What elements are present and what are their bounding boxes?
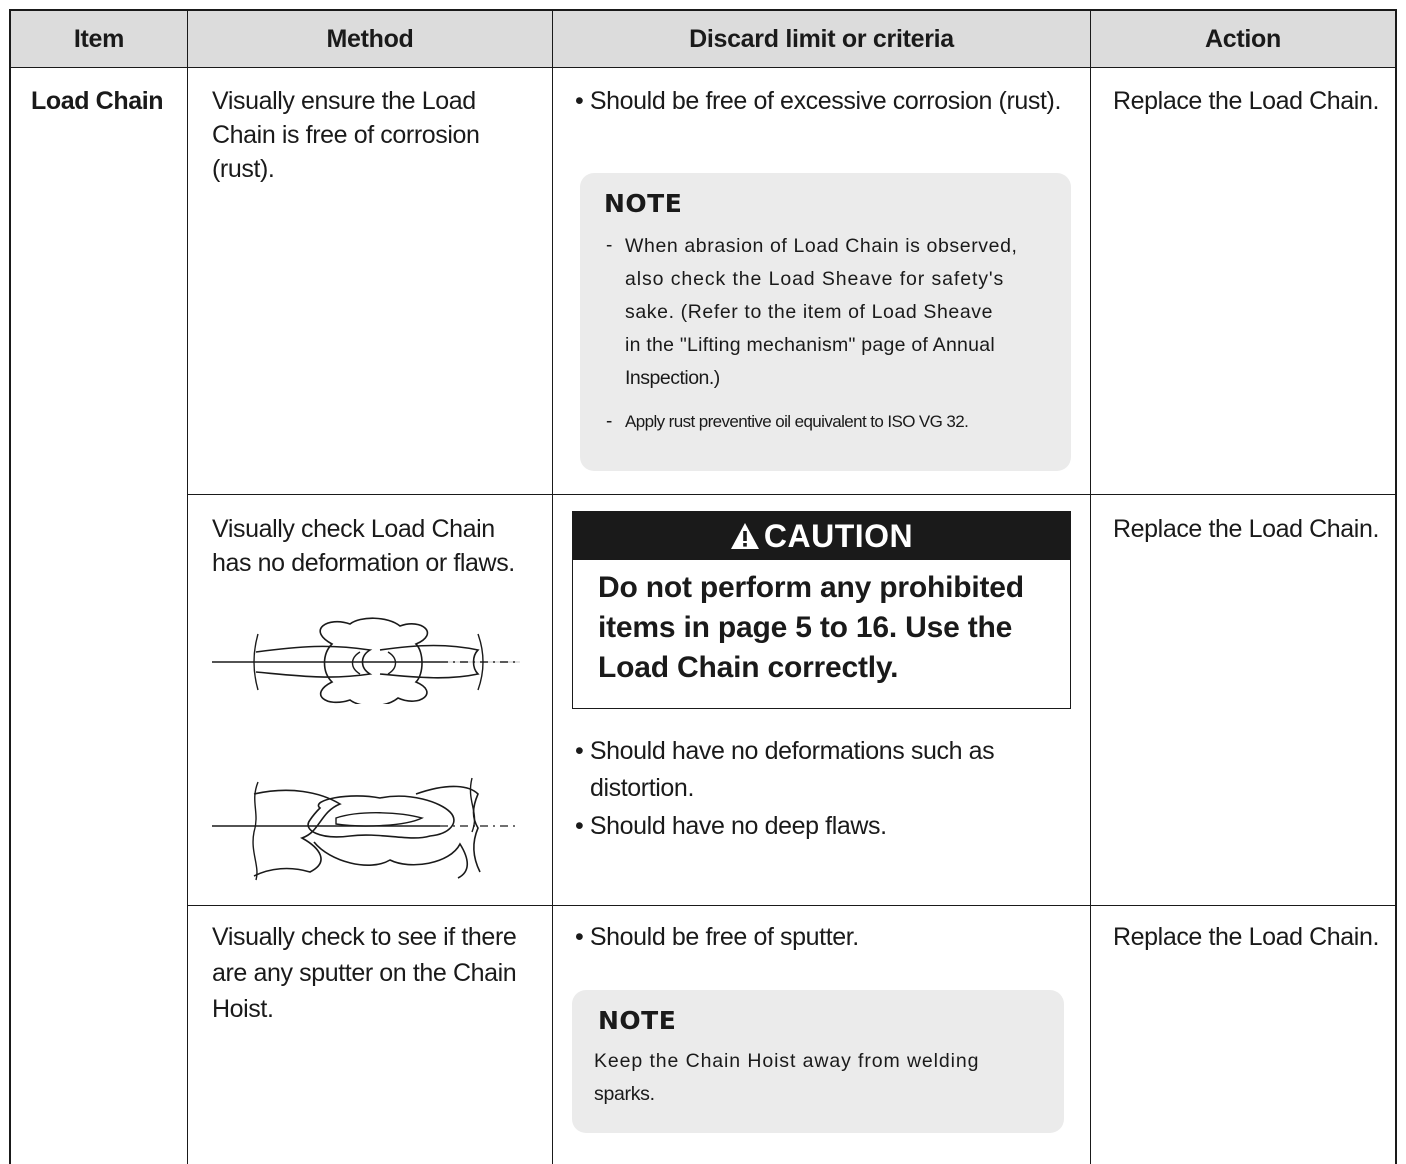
row2-action: Replace the Load Chain. xyxy=(1113,515,1379,543)
table-left-border xyxy=(9,9,11,1164)
col-divider-1 xyxy=(187,11,188,1164)
row1-note-line5: Inspection.) xyxy=(625,367,720,389)
header-method: Method xyxy=(326,24,414,53)
row3-method-line1: Visually check to see if there xyxy=(212,923,517,951)
row2-criteria-line2: distortion. xyxy=(590,774,694,802)
header-item: Item xyxy=(73,24,125,53)
caution-text: Do not perform any prohibited items in page 5 to 16. Use the Load Chain correctly. xyxy=(598,571,1024,684)
row3-method-line2: are any sputter on the Chain xyxy=(212,959,517,987)
row2-method-line2: has no deformation or flaws. xyxy=(212,549,515,577)
item-load-chain: Load Chain xyxy=(31,87,164,115)
row2-criteria-line3: • Should have no deep flaws. xyxy=(575,812,887,840)
header-bottom-border xyxy=(9,67,1397,68)
row3-criteria-line1: • Should be free of sputter. xyxy=(575,923,859,951)
col-divider-3 xyxy=(1090,11,1091,1164)
row1-action: Replace the Load Chain. xyxy=(1113,87,1379,115)
note-dash: - xyxy=(606,235,613,256)
row1-note-line6: Apply rust preventive oil equivalent to ISO VG 32. xyxy=(625,412,969,431)
row3-action: Replace the Load Chain. xyxy=(1113,923,1379,951)
chain-link-figure-2 xyxy=(210,772,525,882)
caution-header xyxy=(573,512,1070,560)
row1-note-line4: in the "Lifting mechanism" page of Annual xyxy=(625,334,995,356)
col-divider-2 xyxy=(552,11,553,1164)
row1-method-line2: Chain is free of corrosion xyxy=(212,121,480,149)
row3-note-line1: Keep the Chain Hoist away from welding xyxy=(594,1050,980,1072)
table-right-border xyxy=(1395,9,1397,1164)
row1-note-line2: also check the Load Sheave for safety's xyxy=(625,268,1005,290)
warning-triangle-icon xyxy=(730,522,760,550)
row1-method-line3: (rust). xyxy=(212,155,275,183)
row3-note-title: NOTE xyxy=(598,1006,677,1035)
row1-note-box xyxy=(580,173,1071,471)
header-criteria: Discard limit or criteria xyxy=(689,24,954,53)
row3-note-line2: sparks. xyxy=(594,1083,655,1105)
row1-note-line3: sake. (Refer to the item of Load Sheave xyxy=(625,301,994,323)
row1-note-title: NOTE xyxy=(604,189,683,218)
row2-criteria-line1: • Should have no deformations such as xyxy=(575,737,995,765)
row3-method-line3: Hoist. xyxy=(212,995,274,1023)
caution-title: CAUTION xyxy=(763,517,914,554)
note-dash: - xyxy=(606,411,613,432)
chain-link-figure-1 xyxy=(210,612,525,704)
row1-method-line1: Visually ensure the Load xyxy=(212,87,476,115)
row1-note-line1: When abrasion of Load Chain is observed, xyxy=(625,235,1018,257)
row1-criteria-line1: • Should be free of excessive corrosion (rust). xyxy=(575,87,1062,115)
row-divider-2 xyxy=(187,905,1395,906)
row3-note-box xyxy=(572,990,1064,1133)
header-action: Action xyxy=(1205,24,1281,53)
caution-box xyxy=(572,511,1071,709)
row-divider-1 xyxy=(187,494,1395,495)
row2-method-line1: Visually check Load Chain xyxy=(212,515,495,543)
